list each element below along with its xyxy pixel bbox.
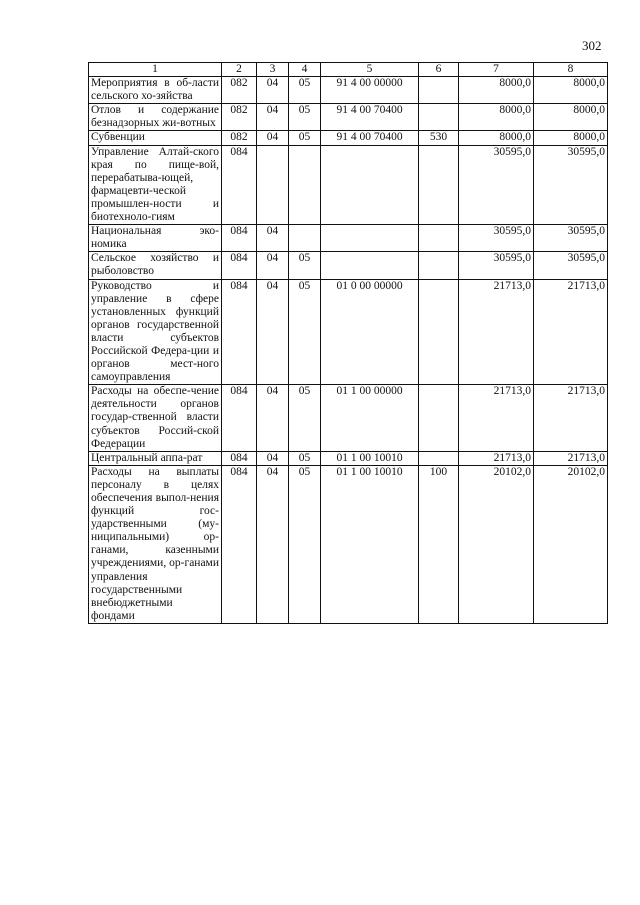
subsection-code: 05	[289, 77, 321, 104]
row-name: Расходы на выплаты персоналу в целях обеспечения выпол-нения функций гос-ударственными (му-ниципальными) ор-ганами, казенными учреждениями, ор-ганами управления государственными внебюджетными фондами	[89, 465, 222, 623]
amount-year-2: 30595,0	[534, 252, 608, 279]
amount-year-1: 21713,0	[459, 279, 534, 385]
section-code: 04	[257, 77, 289, 104]
section-code: 04	[257, 451, 289, 465]
budget-table	[88, 62, 608, 624]
amount-year-1: 8000,0	[459, 131, 534, 145]
target-article-code: 01 0 00 00000	[321, 279, 419, 385]
table-row	[89, 465, 608, 623]
expense-type-code	[419, 145, 459, 225]
expense-type-code	[419, 385, 459, 451]
section-code: 04	[257, 131, 289, 145]
page-number: 302	[582, 38, 602, 53]
table-row	[89, 77, 608, 104]
section-code: 04	[257, 279, 289, 385]
expense-type-code	[419, 279, 459, 385]
expense-type-code	[419, 77, 459, 104]
subsection-code: 05	[289, 252, 321, 279]
subsection-code	[289, 145, 321, 225]
amount-year-1: 8000,0	[459, 104, 534, 131]
row-name: Центральный аппа-рат	[89, 451, 222, 465]
subsection-code: 05	[289, 385, 321, 451]
column-header: 8	[534, 63, 608, 77]
amount-year-2: 30595,0	[534, 225, 608, 252]
target-article-code: 01 1 00 10010	[321, 451, 419, 465]
department-code: 082	[222, 131, 257, 145]
section-code: 04	[257, 465, 289, 623]
column-header: 4	[289, 63, 321, 77]
table-row	[89, 252, 608, 279]
department-code: 084	[222, 465, 257, 623]
subsection-code	[289, 225, 321, 252]
expense-type-code	[419, 225, 459, 252]
department-code: 084	[222, 252, 257, 279]
amount-year-2: 21713,0	[534, 279, 608, 385]
department-code: 084	[222, 385, 257, 451]
target-article-code	[321, 145, 419, 225]
amount-year-1: 21713,0	[459, 385, 534, 451]
department-code: 084	[222, 279, 257, 385]
subsection-code: 05	[289, 104, 321, 131]
table-row	[89, 279, 608, 385]
expense-type-code: 530	[419, 131, 459, 145]
column-header: 3	[257, 63, 289, 77]
amount-year-1: 30595,0	[459, 145, 534, 225]
department-code: 082	[222, 77, 257, 104]
amount-year-2: 8000,0	[534, 77, 608, 104]
amount-year-2: 21713,0	[534, 385, 608, 451]
section-code: 04	[257, 385, 289, 451]
section-code: 04	[257, 104, 289, 131]
amount-year-2: 8000,0	[534, 131, 608, 145]
column-header: 2	[222, 63, 257, 77]
amount-year-1: 30595,0	[459, 252, 534, 279]
row-name: Расходы на обеспе-чение деятельности органов государ-ственной власти субъектов Россий-ской Федерации	[89, 385, 222, 451]
expense-type-code	[419, 104, 459, 131]
department-code: 082	[222, 104, 257, 131]
row-name: Субвенции	[89, 131, 222, 145]
amount-year-2: 30595,0	[534, 145, 608, 225]
column-header: 7	[459, 63, 534, 77]
target-article-code: 01 1 00 00000	[321, 385, 419, 451]
column-header: 5	[321, 63, 419, 77]
subsection-code: 05	[289, 131, 321, 145]
column-header: 6	[419, 63, 459, 77]
column-number-row	[89, 63, 608, 77]
table-row	[89, 451, 608, 465]
department-code: 084	[222, 225, 257, 252]
amount-year-1: 21713,0	[459, 451, 534, 465]
department-code: 084	[222, 145, 257, 225]
table-row	[89, 145, 608, 225]
section-code: 04	[257, 225, 289, 252]
subsection-code: 05	[289, 279, 321, 385]
column-header: 1	[89, 63, 222, 77]
expense-type-code	[419, 252, 459, 279]
row-name: Мероприятия в об-ласти сельского хо-зяйства	[89, 77, 222, 104]
amount-year-1: 8000,0	[459, 77, 534, 104]
amount-year-2: 20102,0	[534, 465, 608, 623]
section-code: 04	[257, 252, 289, 279]
table-row	[89, 385, 608, 451]
subsection-code: 05	[289, 451, 321, 465]
table-row	[89, 225, 608, 252]
row-name: Управление Алтай-ского края по пище-вой, перерабатыва-ющей, фармацевти-ческой промышлен-ности и биотехноло-гиям	[89, 145, 222, 225]
amount-year-1: 30595,0	[459, 225, 534, 252]
row-name: Отлов и содержание безнадзорных жи-вотных	[89, 104, 222, 131]
table-row	[89, 131, 608, 145]
target-article-code: 01 1 00 10010	[321, 465, 419, 623]
table-row	[89, 104, 608, 131]
department-code: 084	[222, 451, 257, 465]
amount-year-2: 21713,0	[534, 451, 608, 465]
row-name: Сельское хозяйство и рыболовство	[89, 252, 222, 279]
amount-year-2: 8000,0	[534, 104, 608, 131]
amount-year-1: 20102,0	[459, 465, 534, 623]
row-name: Национальная эко-номика	[89, 225, 222, 252]
expense-type-code	[419, 451, 459, 465]
section-code	[257, 145, 289, 225]
subsection-code: 05	[289, 465, 321, 623]
target-article-code: 91 4 00 70400	[321, 104, 419, 131]
target-article-code	[321, 225, 419, 252]
target-article-code: 91 4 00 70400	[321, 131, 419, 145]
row-name: Руководство и управление в сфере установленных функций органов государственной власти субъектов Российской Федера-ции и органов мест-ного самоуправления	[89, 279, 222, 385]
target-article-code	[321, 252, 419, 279]
target-article-code: 91 4 00 00000	[321, 77, 419, 104]
expense-type-code: 100	[419, 465, 459, 623]
